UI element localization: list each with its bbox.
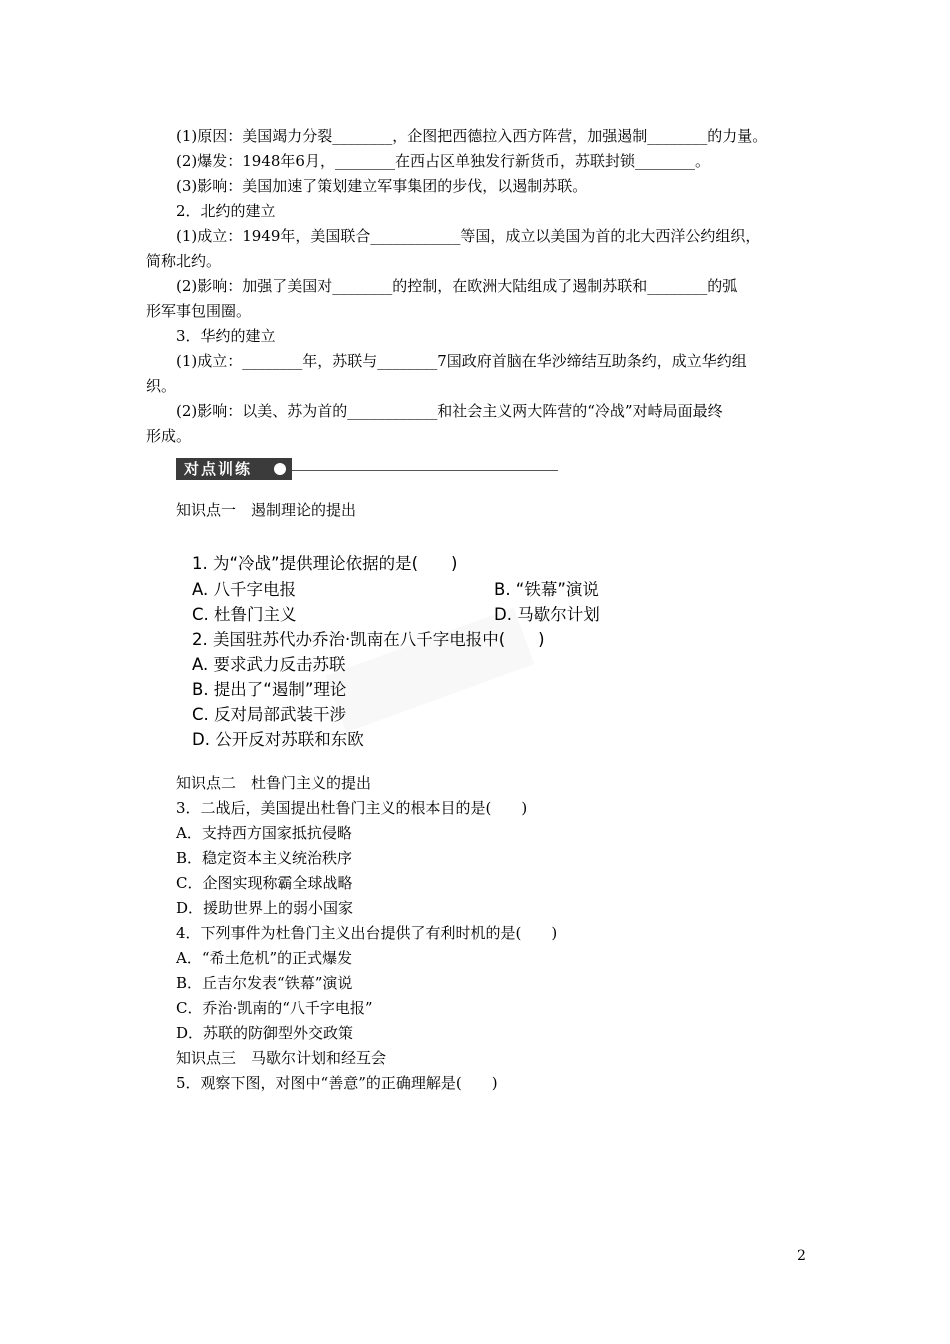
q4-option-b: B．丘吉尔发表“铁幕”演说 (176, 974, 353, 992)
intro-line-10: (1)成立：________年，苏联与________7国政府首脑在华沙缔结互助条约，成立华约组 (176, 352, 747, 370)
q3-option-c: C．企图实现称霸全球战略 (176, 874, 353, 892)
intro-line-4: 2．北约的建立 (176, 202, 276, 220)
q2-option-a: A. 要求武力反击苏联 (192, 655, 346, 674)
q4-option-a: A．“希土危机”的正式爆发 (176, 949, 353, 967)
q3-option-b: B．稳定资本主义统治秩序 (176, 849, 353, 867)
q3-option-d: D．援助世界上的弱小国家 (176, 899, 354, 917)
q1-option-d: D. 马歇尔计划 (494, 605, 600, 624)
q4-stem: 4．下列事件为杜鲁门主义出台提供了有利时机的是( ) (176, 924, 558, 942)
kp3-heading: 知识点三 马歇尔计划和经互会 (176, 1049, 387, 1067)
section-title: 对点训练 (176, 458, 292, 480)
q1-option-a: A. 八千字电报 (192, 580, 296, 599)
kp2-heading: 知识点二 杜鲁门主义的提出 (176, 774, 372, 792)
q1-option-c: C. 杜鲁门主义 (192, 605, 297, 624)
q2-option-b: B. 提出了“遏制”理论 (192, 680, 347, 699)
intro-line-5: (1)成立：1949年，美国联合____________等国，成立以美国为首的北大西洋公约组织， (176, 227, 761, 245)
q2-option-c: C. 反对局部武装干涉 (192, 705, 347, 724)
intro-line-7: (2)影响：加强了美国对________的控制，在欧洲大陆组成了遏制苏联和________的弧 (176, 277, 738, 295)
section-rule (292, 470, 558, 471)
bullet-dot-icon (274, 463, 286, 475)
intro-line-11: 织。 (146, 377, 177, 395)
q3-stem: 3．二战后，美国提出杜鲁门主义的根本目的是( ) (176, 799, 528, 817)
kp1-heading: 知识点一 遏制理论的提出 (176, 501, 357, 519)
q3-option-a: A．支持西方国家抵抗侵略 (176, 824, 352, 842)
intro-line-13: 形成。 (146, 427, 192, 445)
intro-line-8: 形军事包围圈。 (146, 302, 252, 320)
page-number: 2 (797, 1248, 806, 1264)
intro-line-6: 简称北约。 (146, 252, 222, 270)
q2-stem: 2. 美国驻苏代办乔治·凯南在八千字电报中( ) (192, 630, 545, 649)
intro-line-12: (2)影响：以美、苏为首的____________和社会主义两大阵营的“冷战”对峙局面最终 (176, 402, 723, 420)
intro-line-1: (1)原因：美国竭力分裂________，企图把西德拉入西方阵营，加强遏制________的力量。 (176, 127, 768, 145)
section-header (176, 458, 558, 480)
intro-line-9: 3．华约的建立 (176, 327, 276, 345)
q4-option-c: C．乔治·凯南的“八千字电报” (176, 999, 373, 1017)
intro-line-2: (2)爆发：1948年6月，________在西占区单独发行新货币，苏联封锁________。 (176, 152, 710, 170)
q5-stem: 5．观察下图，对图中“善意”的正确理解是( ) (176, 1074, 498, 1092)
q2-option-d: D. 公开反对苏联和东欧 (192, 730, 364, 749)
q4-option-d: D．苏联的防御型外交政策 (176, 1024, 354, 1042)
q1-option-b: B. “铁幕”演说 (494, 580, 599, 599)
watermark (326, 608, 534, 733)
intro-line-3: (3)影响：美国加速了策划建立军事集团的步伐，以遏制苏联。 (176, 177, 588, 195)
q1-stem: 1. 为“冷战”提供理论依据的是( ) (192, 554, 458, 573)
